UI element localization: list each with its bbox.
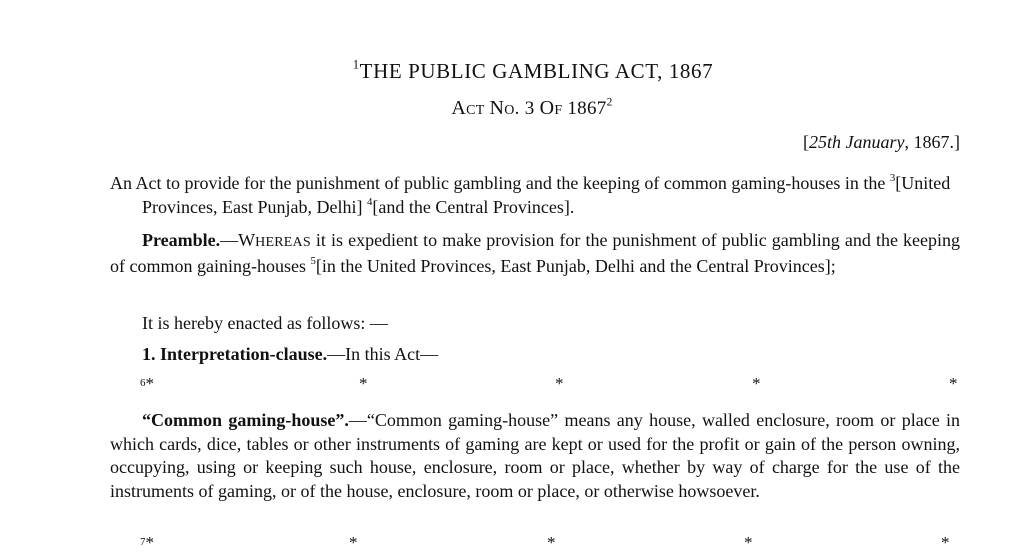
- definition-heading: “Common gaming-house”.: [142, 410, 349, 430]
- preamble-text: [in the United Provinces, East Punjab, Delhi and the Central Provinces];: [315, 255, 836, 276]
- footnote-ref-3: 3: [889, 171, 896, 184]
- omission-star: *: [949, 374, 958, 393]
- act-number-part: O: [539, 97, 555, 119]
- section-text: —In this Act—: [327, 344, 439, 364]
- omission-star: *: [744, 533, 753, 552]
- preamble-text: W: [238, 230, 256, 250]
- omission-star: *: [941, 533, 950, 552]
- date-bracket: [: [803, 132, 810, 152]
- section-heading: 1. Interpretation-clause.: [142, 344, 328, 364]
- section-1: [110, 343, 960, 366]
- act-title: [0, 59, 1024, 84]
- omission-star: *: [547, 533, 556, 552]
- omission-star: *: [359, 374, 368, 393]
- long-title-text: [United Provinces, East Punjab, Delhi]: [142, 173, 951, 217]
- footnote-ref-6: 6: [140, 377, 146, 389]
- omission-star: *: [752, 374, 761, 393]
- footnote-ref-5: 5: [310, 254, 316, 267]
- date-italic: 25th January: [809, 132, 905, 152]
- footnote-ref-7: 7: [140, 536, 146, 548]
- footnote-ref-4: 4: [366, 195, 373, 208]
- act-number-part: CT: [466, 103, 485, 118]
- omission-star: *: [555, 374, 564, 393]
- enacting-formula: [110, 312, 960, 335]
- omission-line-6: [140, 374, 960, 394]
- act-number-part: A: [451, 97, 467, 119]
- long-title-text: [and the Central Provinces].: [372, 197, 575, 217]
- footnote-ref-2: 2: [606, 96, 613, 109]
- act-number: [0, 97, 1024, 120]
- footnote-ref-1: 1: [352, 57, 360, 72]
- act-title-text: THE PUBLIC GAMBLING ACT, 1867: [359, 59, 714, 83]
- date-rest: , 1867.]: [904, 132, 960, 152]
- definition-text: —“Common gaming-house” means any house, walled enclosure, room or place in which cards, dice, tables or other instruments of gaming are kept or used for the profit or gain of the person owning, occupying, using or keeping such house, enclosure, room or place, whether by way of charge for the use of the instruments of gaming, or of the house, enclosure, room or place, or otherwise howsoever.: [110, 410, 961, 501]
- act-year: 1867: [567, 98, 607, 119]
- enactment-date: [803, 132, 960, 153]
- act-number-part: O: [504, 103, 515, 118]
- omission-line-7: [140, 533, 960, 553]
- act-number-part: F: [554, 103, 563, 118]
- act-number-part: . 3: [514, 98, 535, 119]
- act-number-part: N: [489, 97, 505, 119]
- omission-star: *: [145, 374, 154, 393]
- omission-star: *: [145, 533, 154, 552]
- omission-star: *: [349, 533, 358, 552]
- enacting-text: It is hereby enacted as follows: —: [142, 313, 388, 333]
- preamble-text: it is expedient to make provision for the punishment of public gambling and the keeping of common gaining-houses: [110, 230, 960, 276]
- common-gaming-house-definition: [110, 409, 960, 503]
- preamble-paragraph: [110, 229, 960, 277]
- long-title: [110, 171, 992, 219]
- omission-mark: [140, 374, 154, 394]
- long-title-text: An Act to provide for the punishment of public gambling and the keeping of common gaming-houses in the: [110, 173, 890, 193]
- preamble-dash: —: [220, 230, 239, 250]
- omission-mark: [140, 533, 154, 553]
- preamble-text: HEREAS: [255, 235, 311, 250]
- preamble-heading: Preamble.: [142, 230, 221, 250]
